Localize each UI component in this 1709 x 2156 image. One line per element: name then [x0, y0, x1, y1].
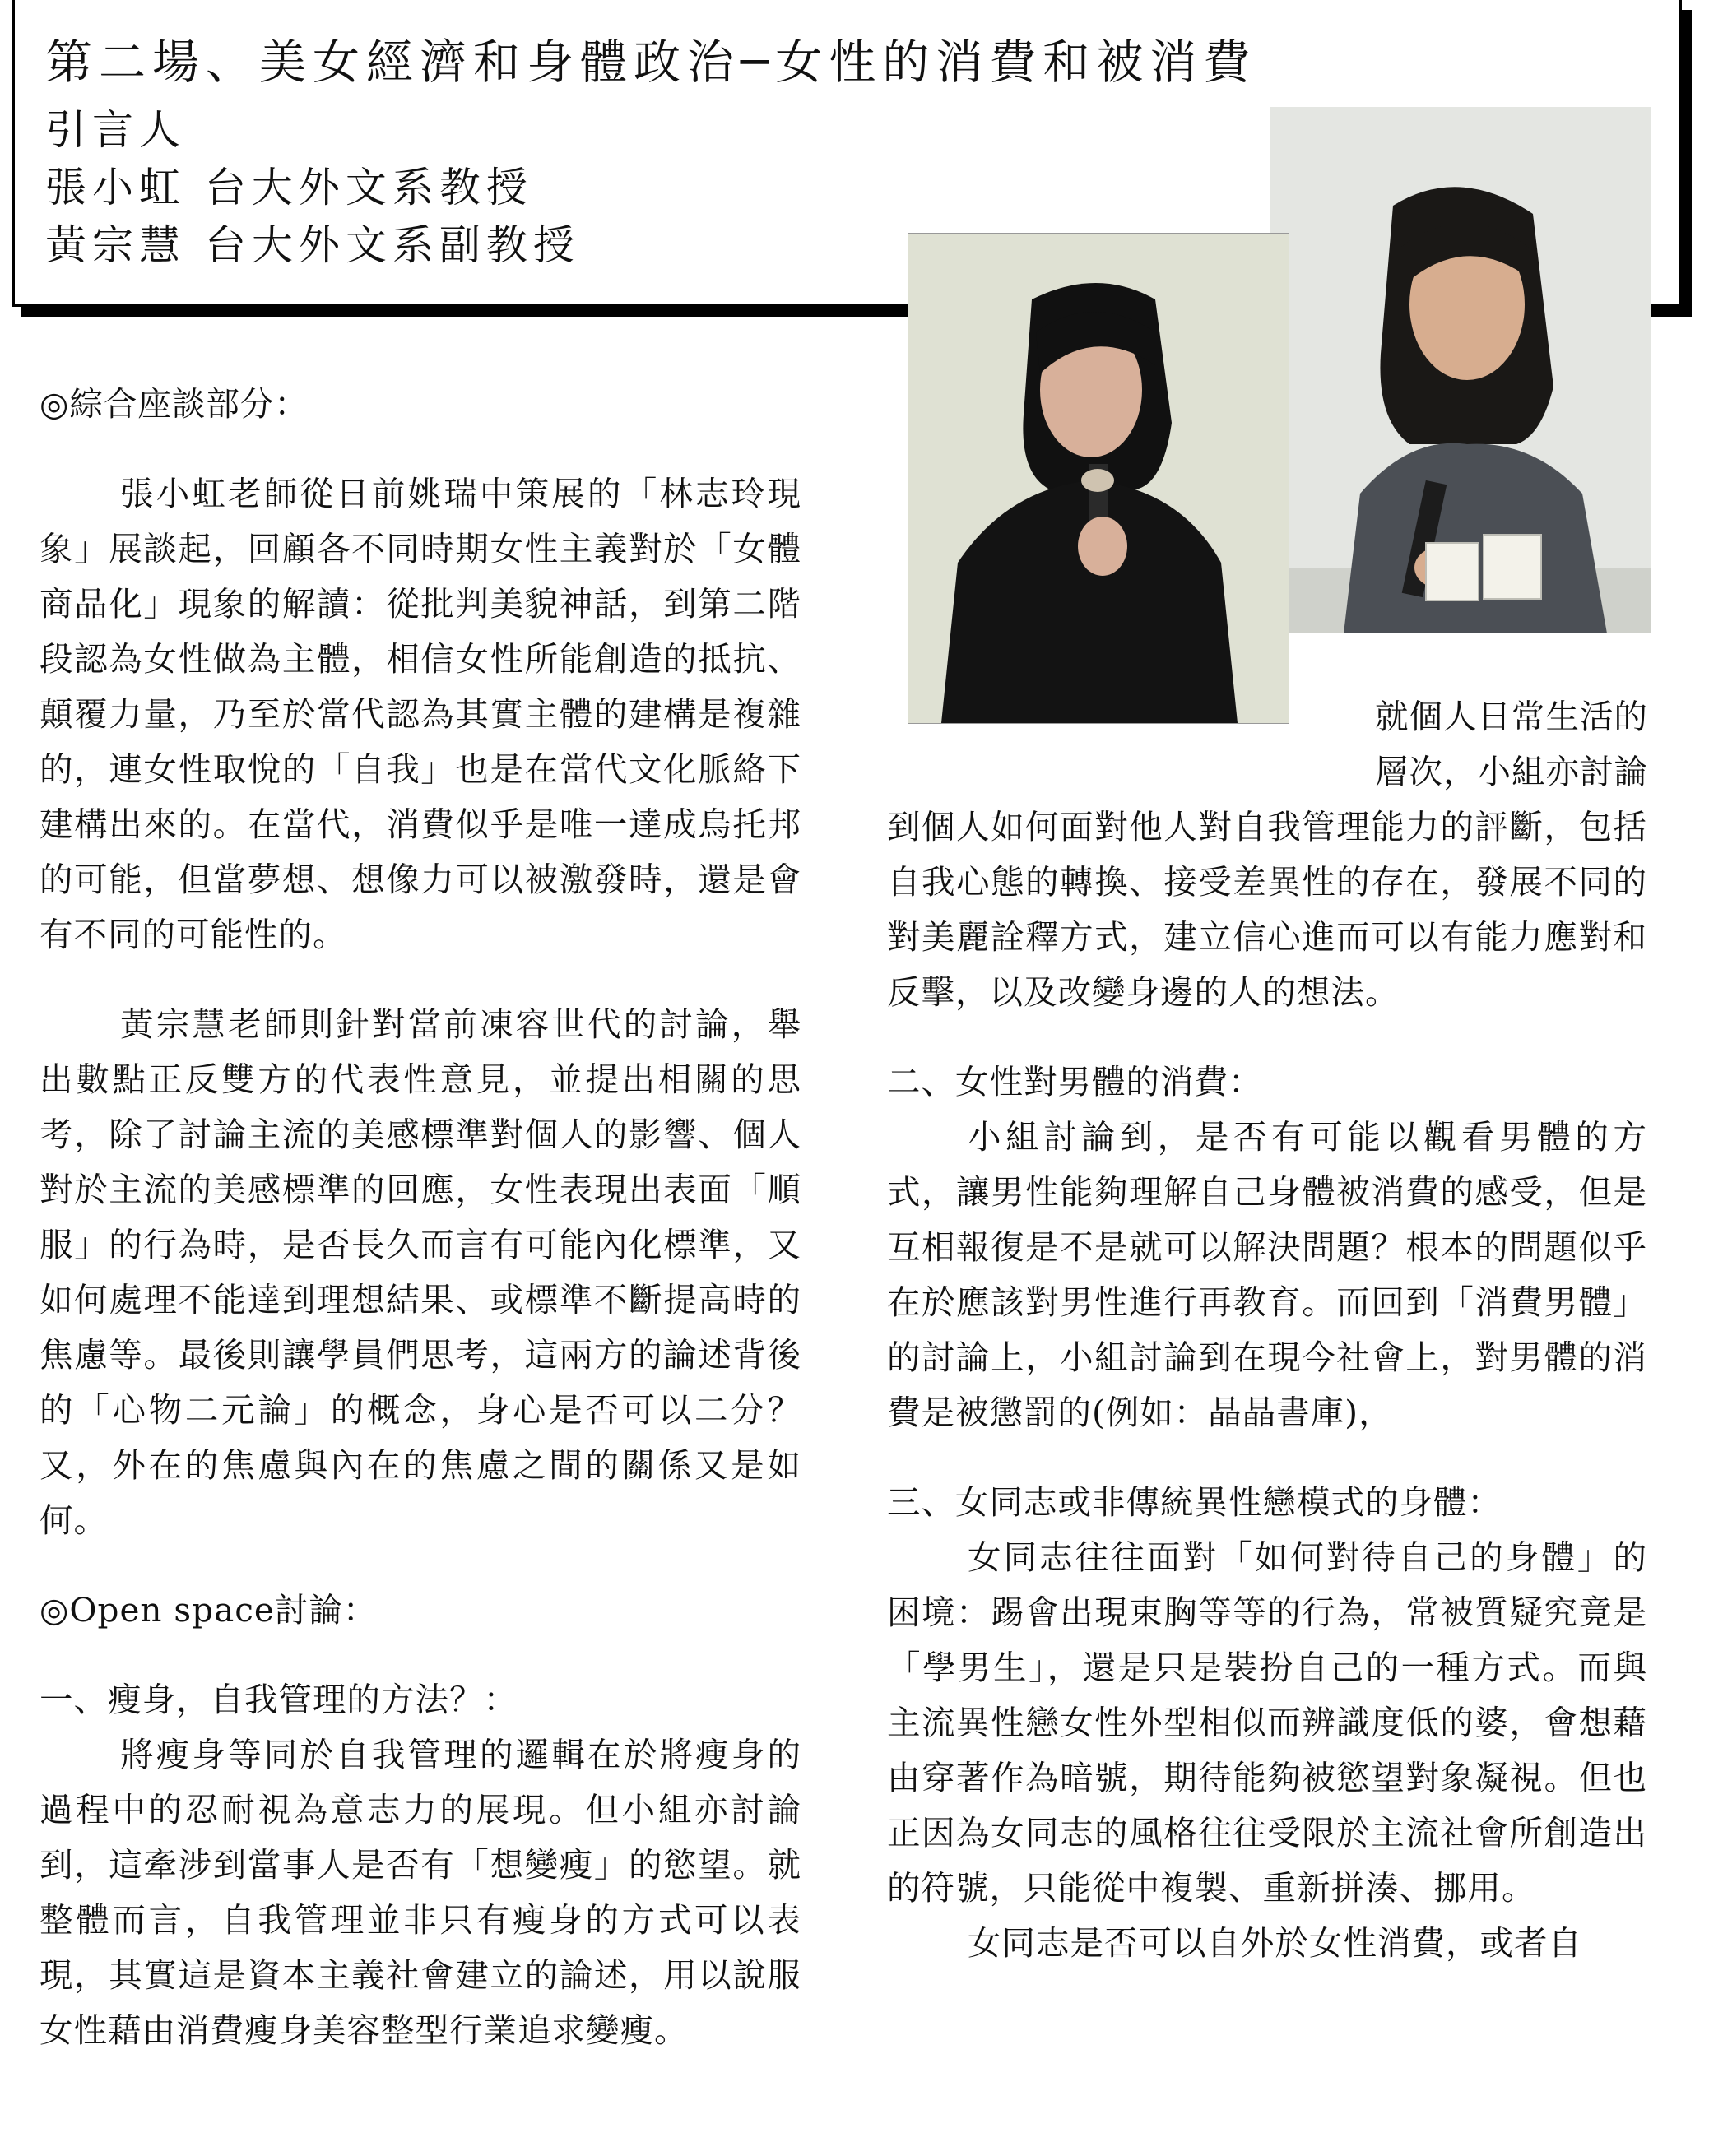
speaker-2: [45, 212, 580, 271]
paragraph-slimming: 將瘦身等同於自我管理的邏輯在於將瘦身的過程中的忍耐視為意志力的展現。但小組亦討論到，這牽涉到當事人是否有「想變瘦」的慾望。就整體而言，自我管理並非只有瘦身的方式可以表現，其實這是資本主義社會建立的論述，用以說服女性藉由消費瘦身美容整型行業追求變瘦。: [39, 1735, 801, 2050]
section-heading-open-space: ◎Open space討論：: [39, 1590, 378, 1630]
right-column: [887, 800, 1647, 1971]
speaker-1-name: 張小虹: [45, 164, 186, 211]
item-heading-male-body: 二、女性對男體的消費：: [887, 1062, 1263, 1101]
paragraph-zhang: 張小虹老師從日前姚瑞中策展的「林志玲現象」展談起，回顧各不同時期女性主義對於「女體商品化」現象的解讀：從批判美貌神話，到第二階段認為女性做為主體，相信女性所能創造的抵抗、顛覆力量，乃至於當代認為其實主體的建構是複雜的，連女性取悅的「自我」也是在當代文化脈絡下建構出來的。在當代，消費似乎是唯一達成烏托邦的可能，但當夢想、想像力可以被激發時，還是會有不同的可能性的。: [39, 474, 801, 954]
item-heading-slimming: 一、瘦身，自我管理的方法？：: [39, 1680, 518, 1719]
speaker-photo-2: [1270, 107, 1651, 633]
speaker-2-name: 黃宗慧: [45, 221, 186, 269]
section-heading-discussion: ◎綜合座談部分：: [39, 384, 309, 424]
wrap-line-2: 層次，小組亦討論: [1375, 752, 1648, 791]
paragraph-huang: 黃宗慧老師則針對當前凍容世代的討論，舉出數點正反雙方的代表性意見，並提出相關的思考，除了討論主流的美感標準對個人的影響、個人對於主流的美感標準的回應，女性表現出表面「順服」的行為時，是否長久而言有可能內化標準，又如何處理不能達到理想結果、或標準不斷提高時的焦慮等。最後則讓學員們思考，這兩方的論述背後的「心物二元論」的概念，身心是否可以二分？又，外在的焦慮與內在的焦慮之間的關係又是如何。: [39, 1004, 801, 1540]
paragraph-lesbian-1: 女同志往往面對「如何對待自己的身體」的困境：踢會出現束胸等等的行為，常被質疑究竟是「學男生」，還是只是裝扮自己的一種方式。而與主流異性戀女性外型相似而辨識度低的婆，會想藉由穿著作為暗號，期待能夠被慾望對象凝視。但也正因為女同志的風格往往受限於主流社會所創造出的符號，只能從中複製、重新拼湊、挪用。: [887, 1537, 1647, 1908]
paragraph-daily-life: 到個人如何面對他人對自我管理能力的評斷，包括自我心態的轉換、接受差異性的存在，發展不同的對美麗詮釋方式，建立信心進而可以有能力應對和反擊，以及改變身邊的人的想法。: [887, 807, 1647, 1012]
left-column: [39, 377, 801, 2058]
paragraph-lesbian-2: 女同志是否可以自外於女性消費，或者自: [968, 1923, 1582, 1963]
item-heading-lesbian: 三、女同志或非傳統異性戀模式的身體：: [887, 1482, 1502, 1522]
speaker-1-title: 台大外文系教授: [204, 164, 533, 211]
speakers-label: 引言人: [45, 106, 186, 154]
paragraph-male-body: 小組討論到，是否有可能以觀看男體的方式，讓男性能夠理解自己身體被消費的感受，但是互相報復是不是就可以解決問題？根本的問題似乎在於應該對男性進行再教育。而回到「消費男體」的討論上，小組討論到在現今社會上，對男體的消費是被懲罰的(例如：晶晶書庫)，: [887, 1117, 1647, 1432]
page-title: 第二場、美女經濟和身體政治─女性的消費和被消費: [45, 35, 1257, 90]
speaker-2-title: 台大外文系副教授: [204, 221, 580, 269]
speaker-1: [45, 155, 533, 214]
speaker-photo-1: [908, 233, 1289, 724]
wrap-line-1: 就個人日常生活的: [1375, 697, 1648, 736]
right-wrap-lines: [1319, 689, 1648, 800]
